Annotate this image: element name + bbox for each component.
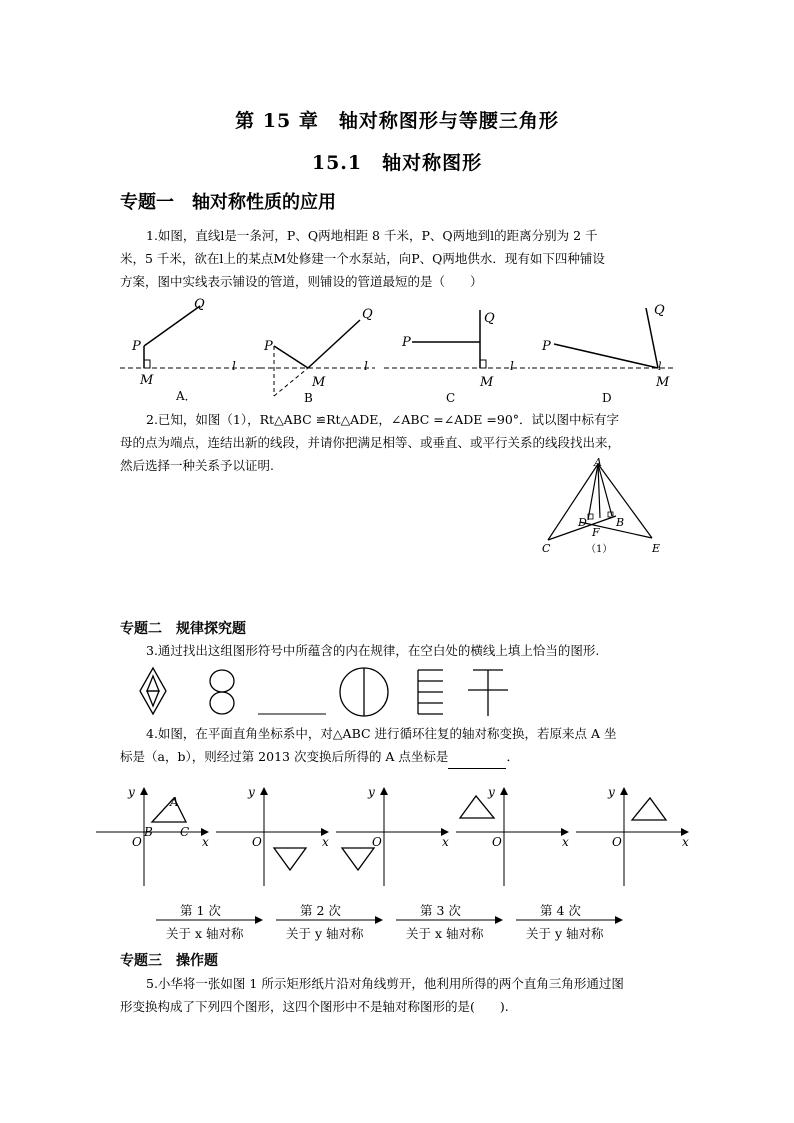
q1-d-caption: D: [602, 391, 612, 404]
origin-label-5: O: [612, 835, 622, 849]
axis-y-label-1: y: [128, 785, 135, 799]
q2-line2: 母的点为端点，连结出新的线段，并请你把满足相等、或垂直、或平行关系的线段找出来，: [120, 435, 621, 450]
question-4: [120, 722, 680, 769]
q2-label-b: B: [616, 516, 625, 529]
axis-y-label-4: y: [488, 785, 495, 799]
step2-top: 第 2 次: [300, 903, 341, 918]
step3-bottom: 关于 x 轴对称: [406, 926, 484, 941]
section-title: 15.1 轴对称图形: [311, 152, 483, 174]
q1-a-label-m: M: [140, 373, 154, 388]
q2-label-c: C: [542, 542, 551, 555]
origin-label-1: O: [132, 835, 142, 849]
vertex-a-label: A: [170, 795, 179, 809]
q1-c-label-q: Q: [484, 311, 495, 326]
q1-b-label-l: l: [364, 359, 368, 373]
step2-bottom: 关于 y 轴对称: [286, 926, 364, 941]
vertex-b-label: B: [144, 825, 153, 839]
q4-coordinate-figure: [92, 780, 696, 944]
origin-label-2: O: [252, 835, 262, 849]
step3-top: 第 3 次: [420, 903, 461, 918]
question-3: [120, 639, 680, 662]
triangle-step2: [342, 848, 374, 870]
q4-period: ．: [506, 749, 519, 764]
q1-d-label-p: P: [542, 339, 551, 354]
question-5: [120, 972, 680, 1018]
q3-symbols-figure: [138, 664, 518, 718]
q2-line1: 2.已知，如图（1），Rt△ABC ≌Rt△ADE，∠ABC =∠ADE =90°．试以图中标有字: [146, 412, 620, 427]
symbol-figure-eight: [210, 670, 234, 714]
step4-bottom: 关于 y 轴对称: [526, 926, 604, 941]
topic1-heading: 专题一 轴对称性质的应用: [120, 192, 336, 213]
vertex-c-label: C: [180, 825, 190, 839]
q1-a-label-q: Q: [194, 297, 205, 312]
q1-b-label-q: Q: [362, 307, 373, 322]
q2-label-e: E: [652, 542, 661, 555]
symbol-diamond: [140, 668, 166, 714]
q2-line3: 然后选择一种关系予以证明.: [120, 458, 274, 473]
q1-a-caption: A．: [176, 389, 197, 403]
topic3-heading: 专题三 操作题: [120, 953, 218, 969]
step1-top: 第 1 次: [180, 903, 221, 918]
q4-line1: 4.如图，在平面直角坐标系中，对△ABC 进行循环往复的轴对称变换，若原来点 A 坐: [146, 726, 617, 741]
axis-x-label-5: x: [682, 835, 689, 849]
q1-c-label-m: M: [480, 375, 494, 390]
axis-x-label-2: x: [322, 835, 329, 849]
axis-x-label-3: x: [442, 835, 449, 849]
q1-c-caption: C: [446, 391, 456, 404]
q1-a-label-p: P: [132, 339, 141, 354]
q1-a-label-l: l: [232, 359, 236, 373]
q2-label-d: D: [578, 516, 587, 529]
q1-c-label-l: l: [510, 359, 514, 373]
axis-y-label-2: y: [248, 785, 255, 799]
q1-b-label-p: P: [264, 339, 273, 354]
q1-line3: 方案，图中实线表示铺设的管道，则铺设的管道最短的是（ ）: [120, 274, 483, 289]
q1-c-label-p: P: [402, 335, 411, 350]
q4-line2: [120, 745, 680, 769]
triangle-step3: [460, 796, 494, 818]
question-1: [120, 224, 680, 293]
q1-d-label-l: l: [658, 360, 662, 373]
q1-option-a: [120, 306, 260, 368]
q2-label-f: F: [592, 526, 600, 539]
origin-label-4: O: [492, 835, 502, 849]
triangle-step4: [632, 798, 666, 820]
q1-b-label-m: M: [312, 375, 326, 390]
axis-x-label-1: x: [202, 835, 209, 849]
step1-bottom: 关于 x 轴对称: [166, 926, 244, 941]
step4-top: 第 4 次: [540, 903, 581, 918]
triangle-step1: [274, 848, 306, 870]
triangle-original: [152, 798, 186, 822]
symbol-circle-divided: [340, 668, 388, 716]
q1-line2: 米，5 千米，欲在l上的某点M处修建一个水泵站，向P、Q两地供水．现有如下四种铺设: [120, 251, 605, 266]
q1-d-label-q: Q: [654, 303, 665, 318]
q1-d-label-m: M: [656, 375, 670, 390]
origin-label-3: O: [372, 835, 382, 849]
q2-caption: （1）: [586, 544, 613, 555]
axis-y-label-5: y: [608, 785, 615, 799]
axis-y-label-3: y: [368, 785, 375, 799]
q2-triangle-figure: [536, 454, 676, 560]
topic2-heading: 专题二 规律探究题: [120, 621, 246, 637]
q5-line1: 5.小华将一张如图 1 所示矩形纸片沿对角线剪开，他利用所得的两个直角三角形通过图: [146, 976, 624, 991]
symbol-comb: [418, 670, 443, 714]
q2-label-a: A: [594, 456, 602, 469]
chapter-title: 第 15 章 轴对称图形与等腰三角形: [235, 110, 559, 132]
symbol-gan: [468, 670, 508, 716]
q3-text: 3.通过找出这组图形符号中所蕴含的内在规律，在空白处的横线上填上恰当的图形.: [146, 643, 600, 658]
q1-b-caption: B: [304, 391, 313, 404]
q4-line2-text: 标是（a，b），则经过第 2013 次变换后所得的 A 点坐标是: [120, 749, 449, 764]
q1-options-figure: [110, 296, 690, 404]
q1-line1: 1.如图，直线l是一条河，P、Q两地相距 8 千米，P、Q两地到l的距离分别为 2 千: [146, 228, 598, 243]
axis-x-label-4: x: [562, 835, 569, 849]
q5-line2: 形变换构成了下列四个图形，这四个图形中不是轴对称图形的是( ).: [120, 999, 509, 1014]
q4-answer-blank[interactable]: [448, 745, 506, 769]
